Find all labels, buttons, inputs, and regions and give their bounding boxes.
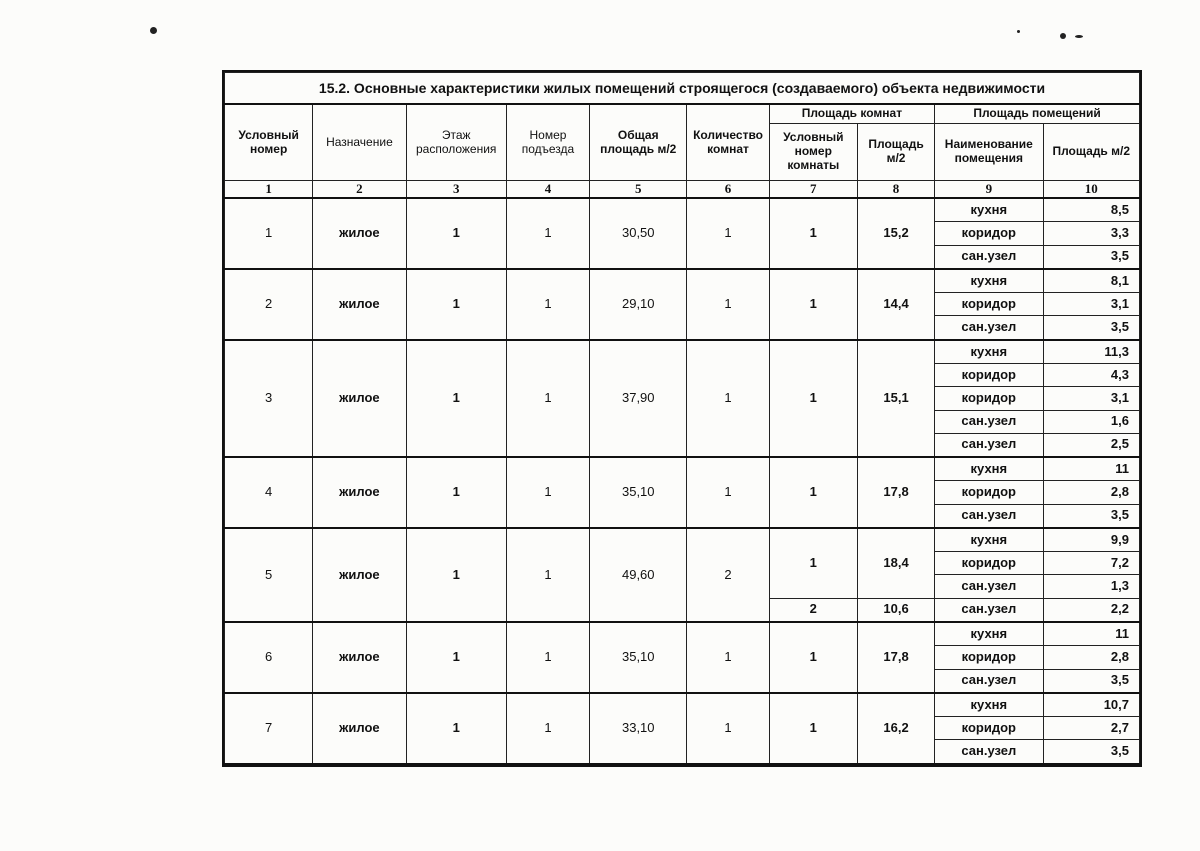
room-area: 10,6: [857, 598, 934, 622]
premise-name: сан.узел: [935, 504, 1043, 528]
room-num: 1: [769, 198, 857, 269]
premise-area: 3,5: [1043, 245, 1140, 269]
header-premises-area-group: Площадь помещений: [935, 104, 1140, 124]
apartment-num: 7: [225, 693, 313, 764]
header-rooms-area-group: Площадь комнат: [769, 104, 935, 124]
apartment-purpose: жилое: [313, 622, 406, 693]
apartment-rooms: 1: [687, 622, 769, 693]
apartment-rooms: 1: [687, 198, 769, 269]
room-area: 17,8: [857, 622, 934, 693]
premise-area: 11,3: [1043, 340, 1140, 364]
apartment-total: 29,10: [590, 269, 687, 340]
apartment-rooms: 1: [687, 693, 769, 764]
premise-name: кухня: [935, 457, 1043, 481]
premise-name: коридор: [935, 387, 1043, 410]
header-premise-area: Площадь м/2: [1043, 124, 1140, 181]
premise-area: 10,7: [1043, 693, 1140, 717]
room-area: 15,1: [857, 340, 934, 457]
premise-area: 2,8: [1043, 646, 1140, 669]
premise-name: коридор: [935, 646, 1043, 669]
column-number: 10: [1043, 181, 1140, 199]
apartment-entrance: 1: [506, 340, 589, 457]
premise-area: 3,3: [1043, 222, 1140, 245]
apartment-floor: 1: [406, 528, 506, 622]
premise-name: сан.узел: [935, 316, 1043, 340]
apartment-rooms: 1: [687, 457, 769, 528]
room-area: 15,2: [857, 198, 934, 269]
room-area: 16,2: [857, 693, 934, 764]
table-row: [225, 528, 1140, 552]
column-number: 6: [687, 181, 769, 199]
apartment-num: 1: [225, 198, 313, 269]
apartment-rooms: 2: [687, 528, 769, 622]
apartment-num: 4: [225, 457, 313, 528]
room-num: 1: [769, 457, 857, 528]
premise-area: 7,2: [1043, 552, 1140, 575]
premise-area: 11: [1043, 622, 1140, 646]
apartment-purpose: жилое: [313, 198, 406, 269]
scan-speck: [150, 27, 157, 34]
premise-area: 8,5: [1043, 198, 1140, 222]
premise-name: сан.узел: [935, 575, 1043, 598]
characteristics-table-frame: [222, 70, 1142, 767]
scan-speck: [1075, 35, 1083, 38]
header-room-num: Условный номер комнаты: [769, 124, 857, 181]
premise-name: сан.узел: [935, 245, 1043, 269]
premise-area: 1,3: [1043, 575, 1140, 598]
premise-area: 3,1: [1043, 293, 1140, 316]
premise-area: 2,2: [1043, 598, 1140, 622]
premise-name: сан.узел: [935, 410, 1043, 433]
premise-name: кухня: [935, 340, 1043, 364]
header-rooms-count: Количество комнат: [687, 104, 769, 181]
premise-name: сан.узел: [935, 669, 1043, 693]
apartment-floor: 1: [406, 693, 506, 764]
apartment-purpose: жилое: [313, 340, 406, 457]
premise-name: кухня: [935, 528, 1043, 552]
apartment-entrance: 1: [506, 269, 589, 340]
apartment-total: 33,10: [590, 693, 687, 764]
room-area: 17,8: [857, 457, 934, 528]
table-row: [225, 198, 1140, 222]
characteristics-table: [224, 72, 1140, 765]
premise-name: сан.узел: [935, 740, 1043, 764]
premise-name: кухня: [935, 622, 1043, 646]
premise-area: 3,1: [1043, 387, 1140, 410]
premise-name: коридор: [935, 222, 1043, 245]
apartment-purpose: жилое: [313, 269, 406, 340]
room-num: 1: [769, 340, 857, 457]
apartment-entrance: 1: [506, 693, 589, 764]
apartment-total: 30,50: [590, 198, 687, 269]
room-num: 1: [769, 693, 857, 764]
scan-speck: [1060, 33, 1066, 39]
apartment-num: 3: [225, 340, 313, 457]
apartment-floor: 1: [406, 269, 506, 340]
room-num: 1: [769, 269, 857, 340]
premise-name: кухня: [935, 693, 1043, 717]
apartment-total: 35,10: [590, 622, 687, 693]
apartment-purpose: жилое: [313, 693, 406, 764]
premise-name: сан.узел: [935, 598, 1043, 622]
header-premise-name: Наименование помещения: [935, 124, 1043, 181]
room-area: 18,4: [857, 528, 934, 598]
column-number: 1: [225, 181, 313, 199]
premise-name: коридор: [935, 552, 1043, 575]
room-num: 2: [769, 598, 857, 622]
premise-name: коридор: [935, 717, 1043, 740]
room-num: 1: [769, 622, 857, 693]
premise-area: 3,5: [1043, 669, 1140, 693]
apartment-total: 37,90: [590, 340, 687, 457]
apartment-num: 6: [225, 622, 313, 693]
table-row: [225, 269, 1140, 293]
header-total-area: Общая площадь м/2: [590, 104, 687, 181]
apartment-floor: 1: [406, 340, 506, 457]
header-purpose: Назначение: [313, 104, 406, 181]
table-row: [225, 340, 1140, 364]
premise-name: сан.узел: [935, 433, 1043, 457]
column-number: 3: [406, 181, 506, 199]
room-area: 14,4: [857, 269, 934, 340]
table-body: [225, 181, 1140, 765]
column-number: 9: [935, 181, 1043, 199]
apartment-num: 5: [225, 528, 313, 622]
column-number: 4: [506, 181, 589, 199]
room-num: 1: [769, 528, 857, 598]
apartment-rooms: 1: [687, 269, 769, 340]
apartment-rooms: 1: [687, 340, 769, 457]
premise-name: кухня: [935, 198, 1043, 222]
premise-name: коридор: [935, 481, 1043, 504]
column-number: 8: [857, 181, 934, 199]
apartment-entrance: 1: [506, 198, 589, 269]
table-row: [225, 693, 1140, 717]
header-floor: Этаж расположения: [406, 104, 506, 181]
premise-area: 9,9: [1043, 528, 1140, 552]
table-row: [225, 622, 1140, 646]
apartment-purpose: жилое: [313, 457, 406, 528]
apartment-floor: 1: [406, 457, 506, 528]
apartment-entrance: 1: [506, 457, 589, 528]
apartment-floor: 1: [406, 622, 506, 693]
premise-area: 2,5: [1043, 433, 1140, 457]
premise-area: 3,5: [1043, 316, 1140, 340]
header-room-area: Площадь м/2: [857, 124, 934, 181]
premise-area: 1,6: [1043, 410, 1140, 433]
apartment-purpose: жилое: [313, 528, 406, 622]
premise-area: 8,1: [1043, 269, 1140, 293]
header-entrance: Номер подъезда: [506, 104, 589, 181]
premise-area: 2,8: [1043, 481, 1140, 504]
column-number: 7: [769, 181, 857, 199]
column-number: 5: [590, 181, 687, 199]
premise-area: 3,5: [1043, 740, 1140, 764]
premise-name: кухня: [935, 269, 1043, 293]
apartment-num: 2: [225, 269, 313, 340]
column-number: 2: [313, 181, 406, 199]
premise-name: коридор: [935, 364, 1043, 387]
column-number-row: [225, 181, 1140, 199]
apartment-entrance: 1: [506, 528, 589, 622]
premise-area: 4,3: [1043, 364, 1140, 387]
header-num: Условный номер: [225, 104, 313, 181]
apartment-total: 35,10: [590, 457, 687, 528]
premise-area: 2,7: [1043, 717, 1140, 740]
apartment-total: 49,60: [590, 528, 687, 622]
table-row: [225, 457, 1140, 481]
apartment-entrance: 1: [506, 622, 589, 693]
apartment-floor: 1: [406, 198, 506, 269]
table-title: 15.2. Основные характеристики жилых помещений строящегося (создаваемого) объекта недвижимости: [225, 73, 1140, 105]
premise-area: 11: [1043, 457, 1140, 481]
premise-area: 3,5: [1043, 504, 1140, 528]
premise-name: коридор: [935, 293, 1043, 316]
scan-speck: [1017, 30, 1020, 33]
